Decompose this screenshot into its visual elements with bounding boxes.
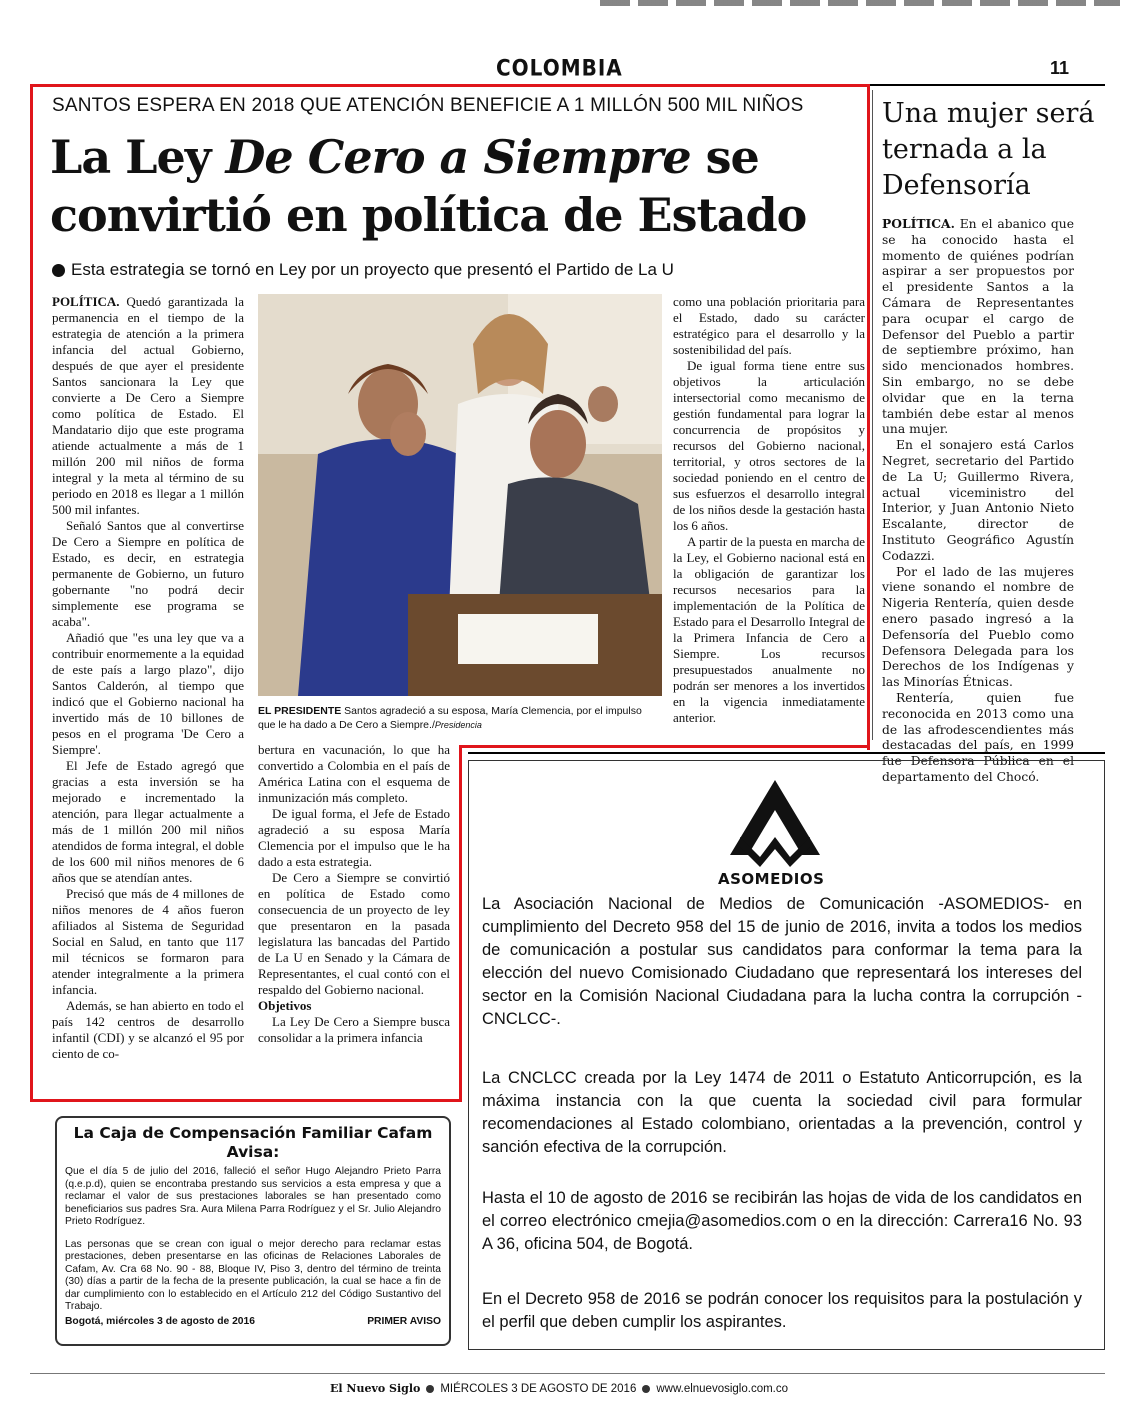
separator-dot-icon <box>426 1385 434 1393</box>
top-strip <box>600 0 1120 6</box>
asomedios-logo-text: ASOMEDIOS <box>718 870 825 888</box>
article-column-1 <box>52 294 244 1062</box>
article-column-3 <box>673 294 865 726</box>
subheading: Objetivos <box>258 998 312 1013</box>
ad-paragraph-4: En el Decreto 958 de 2016 se podrán conocer los requisitos para la postulación y el perfil que deben cumplir los aspirantes. <box>482 1290 1082 1331</box>
separator-dot-icon <box>642 1385 650 1393</box>
paragraph: como una población prioritaria para el Estado, dado su carácter estratégico para el desarrollo y la sostenibilidad del país. <box>673 294 865 357</box>
paragraph: De igual forma, el Jefe de Estado agradeció a su esposa María Clemencia por el impulso que le ha dado a esta estrategia. <box>258 806 450 869</box>
cafam-title: La Caja de Compensación Familiar Cafam <box>73 1124 433 1142</box>
side-headline: Una mujer será ternada a la Defensoría <box>882 98 1095 201</box>
cafam-date: Bogotá, miércoles 3 de agosto de 2016 <box>65 1315 255 1327</box>
ad-paragraph-3: Hasta el 10 de agosto de 2016 se recibirán las hojas de vida de los candidatos en el correo electrónico cmejia@asomedios.com o en la dirección: Carrera16 No. 93 A 36, oficina 504, de Bogotá. <box>482 1189 1082 1253</box>
paragraph: Rentería, quien fue reconocida en 2013 como una de las afrodescendientes más destacadas del país, en 1999 fue Defensora Pública en el departamento del Chocó. <box>882 690 1074 784</box>
paragraph: Además, se han abierto en todo el país 142 centros de desarrollo infantil (CDI) y se alcanzó el 95 por ciento de co- <box>52 998 244 1061</box>
article-kicker: SANTOS ESPERA EN 2018 QUE ATENCIÓN BENEFICIE A 1 MILLÓN 500 MIL NIÑOS <box>52 95 804 116</box>
paragraph: En el sonajero está Carlos Negret, secretario del Partido de La U; Guillermo Rivera, actual viceministro del Interior, y Juan Antonio Nieto Escalante, director de Instituto Geográfico Agustín Codazzi. <box>882 438 1074 563</box>
highlight-box-bottom <box>30 1099 462 1102</box>
ad-paragraph-1: La Asociación Nacional de Medios de Comunicación -ASOMEDIOS- en cumplimiento del Decreto 958 del 15 de junio de 2016, invita a todos los medios de comunicación a postular sus candidatos para conformar la tema para la elección del nuevo Comisionado Ciudadano que representará los intereses del sector en la Comisión Nacional Ciudadana para la lucha contra la corrupción -CNCLCC-. <box>482 895 1082 1028</box>
highlight-box-bottom-left <box>30 748 33 1102</box>
newspaper-logo: El Nuevo Siglo <box>330 1382 421 1395</box>
column-divider <box>872 90 873 740</box>
article-headline: La Ley De Cero a Siempre se convirtió en política de Estado <box>50 130 807 242</box>
highlight-box-right-upper <box>867 84 870 748</box>
cafam-notice <box>55 1116 451 1346</box>
section-label: COLOMBIA <box>496 54 623 82</box>
side-article-body <box>882 216 1074 786</box>
footer-url[interactable]: www.elnuevosiglo.com.co <box>656 1382 789 1395</box>
asomedios-logo-icon <box>710 775 840 875</box>
cafam-notice-label: PRIMER AVISO <box>367 1315 441 1327</box>
ad-paragraph-2: La CNCLCC creada por la Ley 1474 de 2011 o Estatuto Anticorrupción, es la máxima instancia con la que cuenta la sociedad civil para formular recomendaciones al Estado colombiano, orientadas a la prevención, control y sanción efectiva de la corrupción. <box>482 1069 1082 1156</box>
ad-top-rule <box>468 752 1105 754</box>
paragraph: POLÍTICA. En el abanico que se ha conocido hasta el momento de quiénes podrían aspirar a ser propuestos por el presidente Santos a la Cámara de Representantes para ocupar el cargo de Defensor del Pueblo a partir de septiembre próximo, han sido mencionados hombres. Sin embargo, no se debe olvidar que en la terna también debe estar al menos una mujer. <box>882 216 1074 437</box>
paragraph: De Cero a Siempre se convirtió en política de Estado como consecuencia de un proyecto de ley que presentaron en la pasada legislatura las bancadas del Partido de La U en Senado y la Cámara de Representantes, el cual contó con el respaldo del Gobierno nacional. <box>258 870 450 997</box>
paragraph: A partir de la puesta en marcha de la Ley, el Gobierno nacional está en la obligación de garantizar los recursos necesarios para la implementación de la Política de Estado para el Desarrollo Integral de la Primera Infancia de Cero a Siempre. Los recursos presupuestados anualmente no podrán ser menores a los invertidos en la vigencia inmediatamente anterior. <box>673 534 865 725</box>
cafam-subtitle: Avisa: <box>226 1143 280 1161</box>
article-photo <box>258 294 662 696</box>
cafam-paragraph-2: Las personas que se crean con igual o mejor derecho para reclamar estas prestaciones, deben presentarse en las oficinas de Relaciones Laborales de Cafam, Av. Cra 68 No. 90 - 88, Bloque IV, Piso 3, dentro del término de treinta (30) días a partir de la fecha de la presente publicación, la cual se hace a fin de dar cumplimiento con lo establecido en el Artículo 212 del Código Sustantivo del Trabajo. <box>65 1238 441 1312</box>
footer-date: MIÉRCOLES 3 DE AGOSTO DE 2016 <box>440 1382 637 1395</box>
article-column-2 <box>258 742 450 1046</box>
paragraph: bertura en vacunación, lo que ha convertido a Colombia en el país de América Latina con el esquema de inmunización más completo. <box>258 742 450 805</box>
highlight-box-step <box>459 745 870 748</box>
page-footer <box>330 1382 788 1395</box>
bullet-icon <box>52 264 65 277</box>
cafam-footer <box>57 1316 449 1329</box>
paragraph: De igual forma tiene entre sus objetivos la articulación intersectorial como mecanismo de gestión fundamental para lograr la concurrencia de propósitos y recursos del Gobierno nacional, territorial, y otros sectores de la sociedad poniendo en el centro de sus esfuerzos el desarrollo integral de los niños desde la gestación hasta los 6 años. <box>673 358 865 533</box>
photo-illustration <box>258 294 662 696</box>
paragraph: Añadió que "es una ley que va a contribuir enormemente a la equidad de este país a largo plazo", dijo Santos Calderón, al tiempo que indicó que el Gobierno nacional ha invertido más de 10 billones de pesos en el programa 'De Cero a Siempre'. <box>52 630 244 757</box>
photo-caption: EL PRESIDENTE Santos agradeció a su esposa, María Clemencia, por el impulso que le ha dado a De Cero a Siempre./Presidencia <box>258 705 642 731</box>
paragraph: Señaló Santos que al convertirse De Cero a Siempre en política de Estado, es decir, en estrategia permanente de Gobierno, un futuro gobernante "no podrá decir simplemente ese programa se acaba". <box>52 518 244 629</box>
footer-rule <box>30 1373 1105 1374</box>
highlight-box-right-lower <box>459 748 462 1102</box>
paragraph: POLÍTICA. Quedó garantizada la permanencia en el tiempo de la estrategia de atención a la primera infancia del actual Gobierno, después de que ayer el presidente Santos sancionara la Ley que convierte a De Cero a Siempre como política de Estado. El Mandatario dijo que este programa atiende actualmente a más de 1 millón 200 mil niños de forma integral y la meta al término de su periodo en 2018 es llegar a 1 millón 500 mil infantes. <box>52 294 244 517</box>
paragraph: El Jefe de Estado agregó que gracias a esta inversión se ha mejorado e incrementado la atención, para llegar actualmente a más de 1 millón 200 mil niños atendidos de forma integral, el doble de los 600 mil niños menores de 6 años que se atendían antes. <box>52 758 244 885</box>
paragraph: La Ley De Cero a Siempre busca consolidar a la primera infancia <box>258 1014 450 1045</box>
paragraph: Precisó que más de 4 millones de niños menores de 4 años fueron afiliados al Sistema de Seguridad Social en Salud, en tanto que 117 mil técnicos se formaron para atender integralmente a la primera infancia. <box>52 886 244 997</box>
paragraph: Por el lado de las mujeres viene sonando el nombre de Nigeria Rentería, quien desde enero pasado ingresó a la Defensoría del Pueblo como Defensora Delegada para los Derechos de los Indígenas y las Minorías Étnicas. <box>882 564 1074 690</box>
page-number: 11 <box>1050 58 1070 78</box>
cafam-paragraph-1: Que el día 5 de julio del 2016, falleció el señor Hugo Alejandro Prieto Parra (q.e.p.d), quien se encontraba prestando sus servicios a esta empresa y que a reclamar el valor de sus prestaciones laborales se han presentado como beneficiarios sus padres Sra. Aura Milena Parra Rodríguez y el Sr. Julio Alejandro Prieto Rodríguez. <box>65 1166 441 1227</box>
article-deck: Esta estrategia se tornó en Ley por un proyecto que presentó el Partido de La U <box>52 260 674 280</box>
